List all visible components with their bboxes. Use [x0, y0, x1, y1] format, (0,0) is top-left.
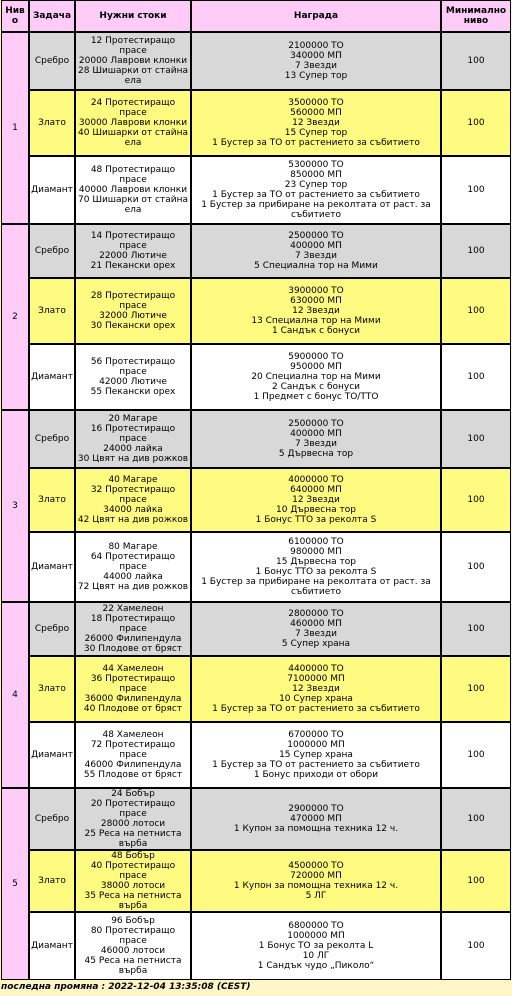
table-row — [1, 468, 511, 532]
task-cell: Сребро — [29, 788, 75, 850]
stock-item: 22 Хамелеон — [102, 604, 164, 614]
level-cell: 3 — [1, 410, 29, 602]
reward-item: 1 Бонус приходи от обори — [253, 770, 379, 780]
stock-item: 20 Магаре — [108, 414, 158, 424]
stock-cell — [75, 278, 191, 344]
table-row — [1, 156, 511, 224]
stock-cell — [75, 468, 191, 532]
stock-item: 35 Реса на петниста върба — [84, 891, 182, 911]
min-level-cell: 100 — [441, 850, 511, 912]
reward-item: 1 Сандък чудо „Пиколо“ — [257, 961, 375, 971]
stock-item: 56 Протестиращо прасе — [90, 357, 176, 377]
reward-item: 10 Дървесна тор — [276, 505, 356, 515]
stock-item: 40000 Лаврови клонки — [78, 185, 188, 195]
reward-cell — [191, 468, 441, 532]
reward-item: 5300000 ТО — [288, 160, 344, 170]
min-level-cell: 100 — [441, 344, 511, 410]
reward-cell — [191, 278, 441, 344]
table-row — [1, 912, 511, 980]
reward-item: 4400000 ТО — [288, 664, 344, 674]
table-row — [1, 850, 511, 912]
stock-item: 40 Шишарки от стайна ела — [78, 128, 188, 148]
reward-item: 5 ЛГ — [305, 891, 327, 901]
stock-cell — [75, 788, 191, 850]
task-cell: Злато — [29, 656, 75, 722]
reward-item: 2100000 ТО — [288, 41, 344, 51]
reward-item: 5 Дървесна тор — [278, 449, 354, 459]
reward-item: 1 Бонус ТО за реколта L — [258, 941, 374, 951]
header-reward: Награда — [191, 0, 441, 32]
stock-item: 30 Цвят на див рожков — [77, 454, 189, 464]
stock-item: 80 Магаре — [108, 542, 158, 552]
table-body — [1, 32, 511, 980]
reward-item: 1 Купон за помощна техника 12 ч. — [233, 881, 399, 891]
min-level-cell: 100 — [441, 156, 511, 224]
stock-item: 55 Пекански орех — [90, 387, 176, 397]
reward-item: 1 Купон за помощна техника 12 ч. — [233, 824, 399, 834]
stock-item: 30 Пекански орех — [90, 321, 176, 331]
stock-cell — [75, 722, 191, 788]
stock-cell — [75, 156, 191, 224]
stock-item: 64 Протестиращо прасе — [90, 552, 176, 572]
level-cell: 1 — [1, 32, 29, 224]
min-level-cell: 100 — [441, 410, 511, 468]
reward-cell — [191, 156, 441, 224]
task-cell: Диамант — [29, 912, 75, 980]
stock-item: 40 Магаре — [108, 475, 158, 485]
reward-item: 720000 МП — [290, 871, 342, 881]
stock-cell — [75, 90, 191, 156]
stock-cell — [75, 850, 191, 912]
task-cell: Злато — [29, 90, 75, 156]
reward-item: 13 Супер тор — [284, 71, 348, 81]
reward-item: 4500000 ТО — [288, 861, 344, 871]
reward-item: 6100000 ТО — [288, 537, 344, 547]
min-level-cell: 100 — [441, 532, 511, 602]
header-min-level: Минимално ниво — [441, 0, 511, 32]
reward-item: 1 Бустер за ТО от растението за събитието — [212, 760, 420, 770]
task-cell: Злато — [29, 468, 75, 532]
reward-item: 400000 МП — [290, 241, 342, 251]
reward-item: 950000 МП — [290, 362, 342, 372]
stock-item: 30000 Лаврови клонки — [78, 118, 188, 128]
min-level-cell: 100 — [441, 656, 511, 722]
reward-item: 3500000 ТО — [288, 98, 344, 108]
reward-cell — [191, 410, 441, 468]
stock-item: 18 Протестиращо прасе — [90, 614, 176, 634]
reward-item: 470000 МП — [290, 814, 342, 824]
stock-item: 44 Хамелеон — [102, 664, 164, 674]
min-level-cell: 100 — [441, 602, 511, 656]
stock-item: 96 Бобър — [111, 916, 155, 926]
reward-item: 1 Бустер за ТО от растението за събитието — [212, 138, 420, 148]
task-cell: Сребро — [29, 602, 75, 656]
reward-item: 20 Специална тор на Мими — [251, 372, 381, 382]
reward-item: 2500000 ТО — [288, 419, 344, 429]
task-cell: Злато — [29, 278, 75, 344]
stock-item: 42000 Лютиче — [99, 377, 167, 387]
reward-item: 12 Звезди — [292, 684, 340, 694]
min-level-cell: 100 — [441, 468, 511, 532]
stock-item: 46000 Филипендула — [84, 760, 182, 770]
reward-cell — [191, 912, 441, 980]
reward-item: 2 Сандък с бонуси — [271, 382, 361, 392]
min-level-cell: 100 — [441, 224, 511, 278]
stock-item: 26000 Филипендула — [84, 634, 182, 644]
min-level-cell: 100 — [441, 32, 511, 90]
stock-item: 12 Протестиращо прасе — [90, 36, 176, 56]
stock-cell — [75, 602, 191, 656]
reward-item: 7 Звезди — [294, 629, 338, 639]
reward-item: 1 Бонус ТТО за реколта S — [255, 567, 377, 577]
stock-cell — [75, 656, 191, 722]
stock-item: 42 Цвят на див рожков — [77, 515, 189, 525]
reward-item: 1 Сандък с бонуси — [271, 326, 361, 336]
task-cell: Диамант — [29, 156, 75, 224]
stock-item: 32 Протестиращо прасе — [90, 485, 176, 505]
reward-cell — [191, 602, 441, 656]
stock-item: 20000 Лаврови клонки — [78, 56, 188, 66]
header-stock: Нужни стоки — [75, 0, 191, 32]
reward-cell — [191, 532, 441, 602]
min-level-cell: 100 — [441, 722, 511, 788]
stock-cell — [75, 410, 191, 468]
reward-item: 1000000 МП — [287, 931, 345, 941]
stock-item: 25 Реса на петниста върба — [84, 829, 182, 849]
reward-item: 7 Звезди — [294, 251, 338, 261]
stock-item: 20 Протестиращо прасе — [90, 799, 176, 819]
min-level-cell: 100 — [441, 278, 511, 344]
reward-cell — [191, 90, 441, 156]
task-cell: Диамант — [29, 722, 75, 788]
reward-cell — [191, 850, 441, 912]
level-cell: 5 — [1, 788, 29, 980]
reward-item: 1 Бонус ТТО за реколта S — [255, 515, 377, 525]
task-cell: Сребро — [29, 32, 75, 90]
reward-item: 5900000 ТО — [288, 352, 344, 362]
reward-item: 640000 МП — [290, 485, 342, 495]
table-row — [1, 722, 511, 788]
min-level-cell: 100 — [441, 912, 511, 980]
stock-item: 45 Реса на петниста върба — [84, 956, 182, 976]
reward-cell — [191, 722, 441, 788]
table-row — [1, 532, 511, 602]
stock-cell — [75, 344, 191, 410]
stock-item: 40 Протестиращо прасе — [90, 861, 176, 881]
stock-item: 48 Протестиращо прасе — [90, 165, 176, 185]
reward-item: 2900000 ТО — [288, 804, 344, 814]
stock-item: 32000 Лютиче — [99, 311, 167, 321]
reward-item: 460000 МП — [290, 619, 342, 629]
task-cell: Сребро — [29, 224, 75, 278]
stock-item: 24 Протестиращо прасе — [90, 98, 176, 118]
stock-item: 21 Пекански орех — [90, 261, 176, 271]
stock-item: 44000 лайка — [103, 572, 163, 582]
header-task: Задача — [29, 0, 75, 32]
reward-item: 15 Супер храна — [279, 750, 353, 760]
reward-item: 6800000 ТО — [288, 921, 344, 931]
reward-cell — [191, 656, 441, 722]
reward-item: 3900000 ТО — [288, 286, 344, 296]
reward-item: 23 Супер тор — [284, 180, 348, 190]
stock-item: 55 Плодове от бряст — [83, 770, 183, 780]
reward-item: 1 Бустер за ТО от растението за събитието — [212, 190, 420, 200]
stock-item: 30 Плодове от бряст — [83, 644, 183, 654]
reward-item: 400000 МП — [290, 429, 342, 439]
stock-item: 48 Хамелеон — [102, 730, 164, 740]
stock-item: 24000 лайка — [103, 444, 163, 454]
reward-item: 7 Звезди — [294, 61, 338, 71]
stock-item: 80 Протестиращо прасе — [90, 926, 176, 946]
reward-item: 1 Предмет с бонус ТО/ТТО — [253, 392, 379, 402]
stock-item: 28 Протестиращо прасе — [90, 291, 176, 311]
reward-item: 5 Специална тор на Мими — [254, 261, 378, 271]
reward-item: 10 ЛГ — [302, 951, 330, 961]
table-row — [1, 344, 511, 410]
stock-item: 36 Протестиращо прасе — [90, 674, 176, 694]
reward-item: 15 Дървесна тор — [276, 557, 356, 567]
header-row — [1, 0, 511, 32]
reward-item: 630000 МП — [290, 296, 342, 306]
reward-item: 15 Супер тор — [284, 128, 348, 138]
reward-item: 980000 МП — [290, 547, 342, 557]
stock-item: 38000 лотоси — [100, 881, 166, 891]
stock-cell — [75, 912, 191, 980]
task-cell: Диамант — [29, 344, 75, 410]
reward-item: 1000000 МП — [287, 740, 345, 750]
reward-item: 7100000 МП — [287, 674, 345, 684]
reward-item: 1 Бустер за прибиране на реколтата от раст. за събитието — [201, 200, 431, 220]
stock-item: 34000 лайка — [103, 505, 163, 515]
table-row — [1, 224, 511, 278]
table-row — [1, 602, 511, 656]
stock-item: 72 Цвят на див рожков — [77, 582, 189, 592]
last-modified: последна промяна : 2022-12-04 13:35:08 (CEST) — [1, 982, 251, 992]
stock-item: 24 Бобър — [111, 789, 155, 799]
reward-item: 5 Супер храна — [281, 639, 351, 649]
reward-item: 13 Специална тор на Мими — [251, 316, 381, 326]
level-cell: 2 — [1, 224, 29, 410]
stock-item: 40 Плодове от бряст — [83, 704, 183, 714]
reward-item: 2800000 ТО — [288, 609, 344, 619]
header-level: Ниво — [1, 0, 29, 32]
stock-item: 70 Шишарки от стайна ела — [78, 195, 188, 215]
task-cell: Злато — [29, 850, 75, 912]
reward-item: 850000 МП — [290, 170, 342, 180]
stock-item: 14 Протестиращо прасе — [90, 231, 176, 251]
reward-item: 2500000 ТО — [288, 231, 344, 241]
min-level-cell: 100 — [441, 90, 511, 156]
table-row — [1, 90, 511, 156]
stock-item: 16 Протестиращо прасе — [90, 424, 176, 444]
stock-item: 48 Бобър — [111, 851, 155, 861]
reward-item: 10 Супер храна — [279, 694, 353, 704]
reward-cell — [191, 344, 441, 410]
table-row — [1, 32, 511, 90]
task-cell: Диамант — [29, 532, 75, 602]
reward-item: 12 Звезди — [292, 306, 340, 316]
reward-item: 7 Звезди — [294, 439, 338, 449]
stock-cell — [75, 224, 191, 278]
reward-item: 340000 МП — [290, 51, 342, 61]
reward-item: 560000 МП — [290, 108, 342, 118]
table-row — [1, 656, 511, 722]
rewards-table — [1, 0, 511, 980]
table-row — [1, 410, 511, 468]
stock-item: 72 Протестиращо прасе — [90, 740, 176, 760]
reward-item: 1 Бустер за ТО от растението за събитието — [212, 704, 420, 714]
table-row — [1, 278, 511, 344]
stock-item: 28000 лотоси — [100, 819, 166, 829]
reward-item: 12 Звезди — [292, 495, 340, 505]
table-row — [1, 788, 511, 850]
stock-item: 28 Шишарки от стайна ела — [78, 66, 188, 86]
stock-cell — [75, 32, 191, 90]
reward-cell — [191, 788, 441, 850]
level-cell: 4 — [1, 602, 29, 788]
stock-item: 46000 лотоси — [100, 946, 166, 956]
reward-item: 4000000 ТО — [288, 475, 344, 485]
reward-cell — [191, 224, 441, 278]
stock-item: 22000 Лютиче — [99, 251, 167, 261]
reward-item: 12 Звезди — [292, 118, 340, 128]
reward-item: 1 Бустер за прибиране на реколтата от раст. за събитието — [201, 577, 431, 597]
stock-item: 36000 Филипендула — [84, 694, 182, 704]
task-cell: Сребро — [29, 410, 75, 468]
stock-cell — [75, 532, 191, 602]
min-level-cell: 100 — [441, 788, 511, 850]
reward-cell — [191, 32, 441, 90]
reward-item: 6700000 ТО — [288, 730, 344, 740]
